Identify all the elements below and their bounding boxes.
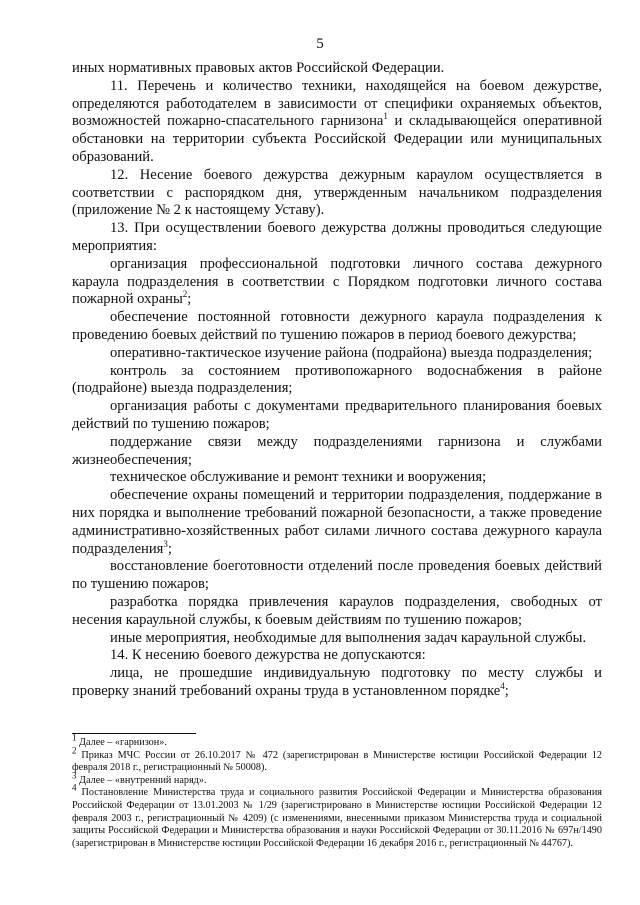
paragraph-text: 11. Перечень и количество техники, находящейся на боевом дежурстве, определяются работодателем в зависимости от специфики охраняемых объектов, возможностей пожарно-спасательного гарнизона	[72, 77, 602, 130]
paragraph	[72, 665, 602, 701]
paragraph-text: обеспечение постоянной готовности дежурного караула подразделения к проведению боевых действий по тушению пожаров в период боевого дежурства;	[72, 309, 602, 343]
paragraph-text: техническое обслуживание и ремонт техники и вооружения;	[110, 469, 487, 486]
paragraph	[72, 309, 602, 345]
paragraph	[72, 167, 602, 220]
footnote	[72, 782, 602, 850]
paragraph-text-tail: ;	[504, 682, 509, 699]
paragraph-text: организация профессиональной подготовки личного состава дежурного караула подразделения в соответствии с Порядком подготовки личного состава пожарной охраны	[72, 255, 602, 308]
paragraph-text: восстановление боеготовности отделений после проведения боевых действий по тушению пожаров;	[72, 558, 602, 593]
paragraph-text: иные мероприятия, необходимые для выполнения задач караульной службы.	[110, 629, 587, 646]
body-text	[72, 60, 602, 701]
paragraph	[72, 398, 602, 434]
footnote-text: Далее – «внутренний наряд».	[76, 774, 207, 786]
footnote-reference: 2	[182, 289, 188, 300]
footnote-text: Постановление Министерства труда и социального развития Российской Федерации и Министерства образования Российской Федерации от 13.01.2003 № 1/29 (зарегистрировано в Министерстве юстиции Российской Федерации 12 февраля 2003 г., регистрационный № 4209) (с изменениями, внесенными приказом Министерства труда и социальной защиты Российской Федерации и Министерства образования и науки Российской Федерации от 30.11.2016 № 697н/1490 (зарегистрирован в Министерстве юстиции Российской Федерации 16 декабря 2016 г., регистрационный № 44767).	[72, 787, 602, 849]
paragraph-text: поддержание связи между подразделениями гарнизона и службами жизнеобеспечения;	[72, 433, 602, 468]
footnote-reference: 1	[383, 111, 388, 122]
paragraph	[72, 469, 602, 487]
paragraph-text-tail: ;	[187, 291, 192, 308]
footnote	[72, 770, 602, 788]
paragraph-text: оперативно-тактическое изучение района (подрайона) выезда подразделения;	[110, 344, 593, 361]
paragraph	[72, 60, 602, 78]
paragraph-text-tail: ;	[167, 540, 172, 557]
paragraph-text: разработка порядка привлечения караулов подразделения, свободных от несения караульной службы, к боевым действиям по тушению пожаров;	[72, 593, 602, 628]
paragraph	[72, 434, 602, 470]
footnote-text: Приказ МЧС России от 26.10.2017 № 472 (зарегистрирован в Министерстве юстиции Российской Федерации 12 февраля 2018 г., регистрационный № 50008).	[72, 749, 602, 774]
footnote-mark: 4	[72, 782, 77, 793]
footnotes	[72, 732, 602, 850]
paragraph-text: 14. К несению боевого дежурства не допускаются:	[110, 647, 426, 664]
paragraph	[72, 363, 602, 399]
footnote-reference: 3	[163, 538, 168, 549]
paragraph	[72, 256, 602, 309]
paragraph-text: 13. При осуществлении боевого дежурства должны проводиться следующие мероприятия:	[72, 220, 602, 254]
paragraph	[72, 345, 602, 363]
paragraph-text: 12. Несение боевого дежурства дежурным караулом осуществляется в соответствии с распорядком дня, утвержденным начальником подразделения (приложение № 2 к настоящему Уставу).	[72, 166, 602, 219]
footnote	[72, 732, 602, 750]
paragraph	[72, 647, 602, 665]
footnote	[72, 745, 602, 775]
paragraph-text: организация работы с документами предварительного планирования боевых действий по тушению пожаров;	[72, 398, 602, 432]
paragraph-text: контроль за состоянием противопожарного водоснабжения в районе (подрайоне) выезда подразделения;	[72, 362, 602, 397]
paragraph	[72, 558, 602, 594]
paragraph	[72, 78, 602, 167]
paragraph	[72, 630, 602, 648]
paragraph-text: лица, не прошедшие индивидуальную подготовку по месту службы и проверку знаний требований охраны труда в установленном порядке	[72, 665, 602, 699]
paragraph-text: иных нормативных правовых актов Российской Федерации.	[72, 60, 445, 76]
paragraph-text-tail: и складывающейся оперативной обстановки на территории субъекта Российской Федерации или муниципальных образований.	[72, 113, 603, 165]
footnote-mark: 1	[72, 732, 77, 743]
footnote-reference: 4	[500, 681, 505, 692]
footnote-mark: 2	[72, 745, 77, 756]
paragraph	[72, 220, 602, 256]
footnote-mark: 3	[72, 770, 77, 781]
paragraph	[72, 487, 602, 558]
page-number: 5	[316, 36, 324, 52]
footnote-text: Далее – «гарнизон».	[76, 737, 167, 748]
paragraph-text: обеспечение охраны помещений и территории подразделения, поддержание в них порядка и выполнение требований пожарной безопасности, а также проведение административно-хозяйственных работ силами личного состава дежурного караула подразделения	[72, 487, 602, 557]
paragraph	[72, 594, 602, 630]
footnote-separator	[72, 733, 196, 734]
